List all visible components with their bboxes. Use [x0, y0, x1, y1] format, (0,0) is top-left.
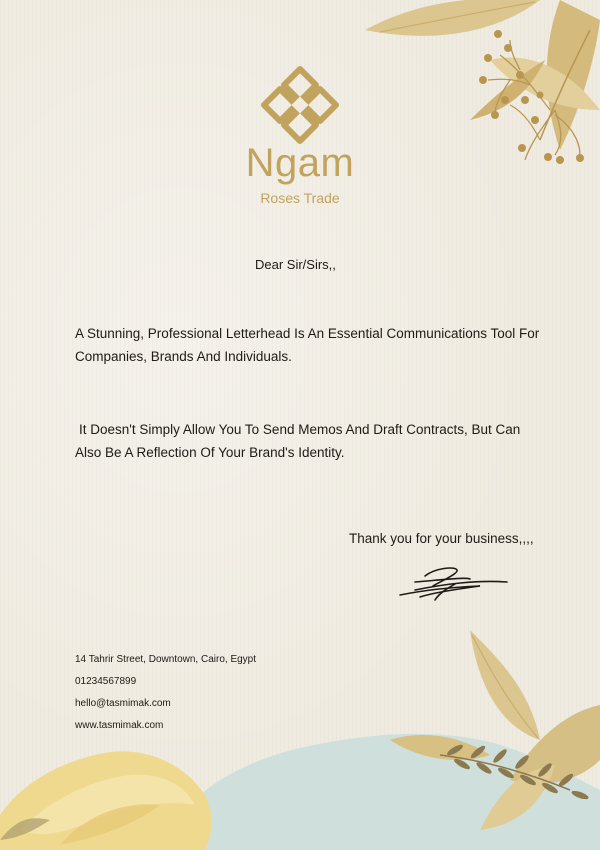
letter-paragraph-2: It Doesn't Simply Allow You To Send Memos And Draft Contracts, But Can Also Be A Reflection Of Your Brand's Identity.	[75, 422, 521, 460]
brand-tagline: Roses Trade	[260, 190, 340, 206]
letter-paragraph-1: A Stunning, Professional Letterhead Is An Essential Communications Tool For Companies, Brands And Individuals.	[75, 326, 540, 364]
letter-greeting: Dear Sir/Sirs,,	[255, 257, 336, 272]
floral-knot-icon	[258, 65, 342, 145]
brand-name: Ngam	[245, 141, 355, 185]
contact-phone: 01234567899	[75, 676, 137, 687]
bottom-botanical-decoration	[0, 630, 600, 850]
contact-address: 14 Tahrir Street, Downtown, Cairo, Egypt	[75, 654, 257, 665]
letter-closing: Thank you for your business,,,,	[349, 531, 534, 546]
contact-email[interactable]: hello@tasmimak.com	[75, 698, 171, 709]
signature-scribble-icon	[395, 562, 510, 607]
contact-website[interactable]: www.tasmimak.com	[75, 720, 164, 731]
